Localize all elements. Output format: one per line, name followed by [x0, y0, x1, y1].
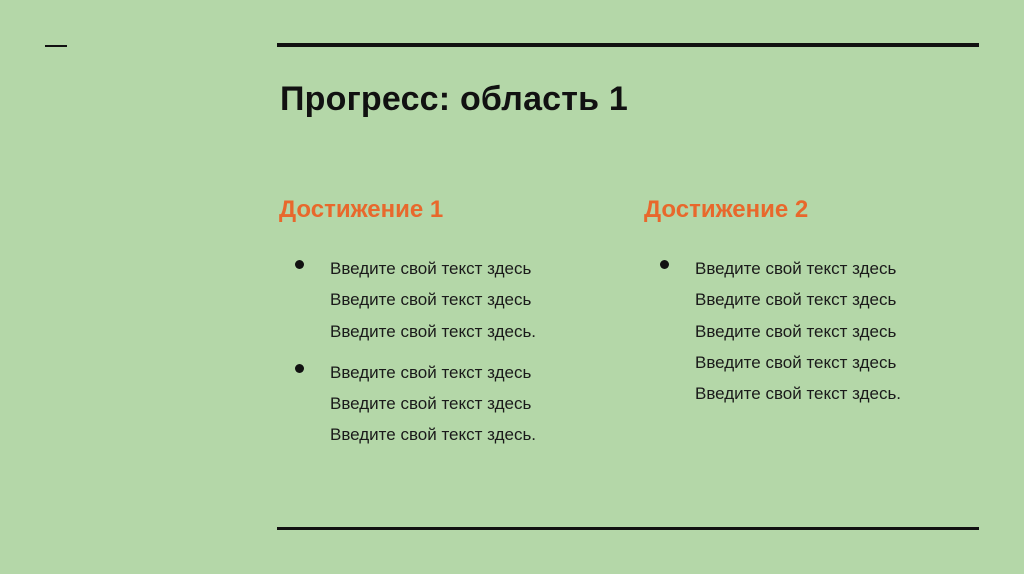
list-item	[279, 253, 536, 347]
item-line: Введите свой текст здесь	[330, 362, 532, 382]
item-line: Введите свой текст здесь	[695, 259, 897, 278]
list-item	[644, 253, 901, 409]
item-line: Введите свой текст здесь	[695, 290, 897, 310]
bullet-icon	[295, 260, 304, 269]
bottom-rule	[277, 527, 979, 530]
corner-dash	[45, 45, 67, 47]
item-line: Введите свой текст здесь	[695, 321, 897, 341]
item-line: Введите свой текст здесь	[330, 290, 532, 310]
item-line: Введите свой текст здесь	[330, 394, 532, 414]
achievement-heading: Достижение 2	[644, 196, 809, 223]
bullet-list	[279, 260, 536, 468]
item-line: Введите свой текст здесь.	[330, 321, 537, 341]
achievement-column-2	[644, 193, 974, 404]
top-rule	[277, 43, 979, 47]
item-line: Введите свой текст здесь.	[330, 425, 537, 445]
item-line: Введите свой текст здесь	[330, 259, 532, 278]
bullet-list	[644, 260, 901, 426]
achievement-column-1	[279, 193, 609, 445]
bullet-icon	[660, 260, 669, 269]
slide-title: Прогресс: область 1	[280, 80, 629, 118]
achievement-heading: Достижение 1	[279, 196, 444, 223]
bullet-icon	[295, 364, 304, 373]
item-line: Введите свой текст здесь.	[695, 384, 902, 404]
list-item	[279, 357, 536, 451]
item-line: Введите свой текст здесь	[695, 352, 897, 372]
